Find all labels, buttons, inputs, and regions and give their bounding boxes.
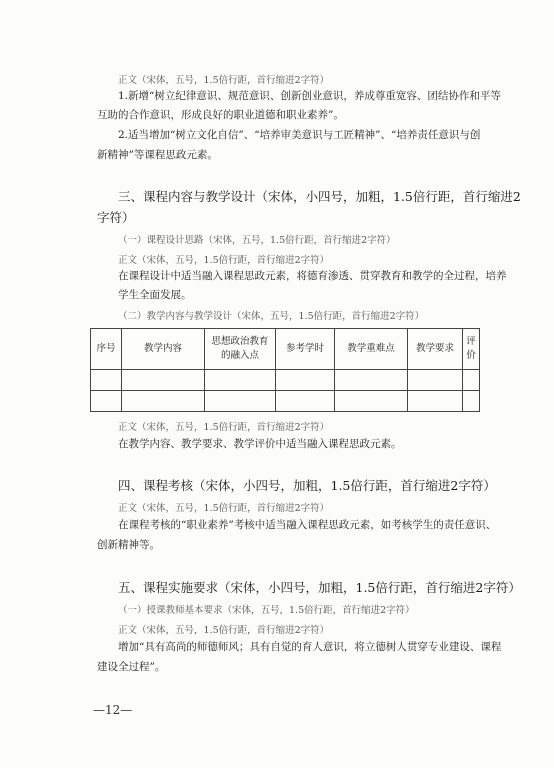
table-header-cell: 评价 — [463, 329, 480, 370]
paragraph-line: 在课程设计中适当融入课程思政元素，将德育渗透、贯穿教育和教学的全过程，培养 — [118, 270, 507, 282]
format-note: 正文（宋体，五号，1.5倍行距，首行缩进2字符） — [118, 503, 330, 514]
format-note: 正文（宋体，五号，1.5倍行距，首行缩进2字符） — [118, 255, 330, 266]
section-heading: 四、课程考核（宋体，小四号，加粗，1.5倍行距，首行缩进2字符） — [118, 478, 496, 493]
section-heading: 字符） — [97, 210, 135, 225]
table-cell — [463, 391, 480, 412]
paragraph-line: 增加“具有高尚的师德师风；具有自觉的育人意识，将立德树人贯穿专业建设、课程 — [118, 641, 502, 653]
paragraph-line: 1.新增“树立纪律意识、规范意识、创新创业意识，养成尊重宽容、团结协作和平等 — [118, 90, 501, 102]
paragraph-line: 互助的合作意识，形成良好的职业道德和职业素养”。 — [97, 109, 344, 121]
table-row — [91, 370, 480, 391]
format-note: 正文（宋体，五号，1.5倍行距，首行缩进2字符） — [118, 422, 330, 433]
table-cell — [205, 370, 276, 391]
table-header-cell: 教学重难点 — [335, 329, 408, 370]
section-heading: 五、课程实施要求（宋体，小四号，加粗，1.5倍行距，首行缩进2字符） — [118, 580, 521, 595]
table-header-cell: 参考学时 — [276, 329, 335, 370]
table-cell — [408, 391, 463, 412]
teaching-design-table — [90, 328, 480, 412]
paragraph-line: 建设全过程”。 — [97, 661, 166, 673]
table-cell — [463, 370, 480, 391]
paragraph-line: 在课程考核的“职业素养”考核中适当融入课程思政元素，如考核学生的责任意识、 — [118, 519, 497, 531]
table-cell — [335, 391, 408, 412]
table-header-cell: 思想政治教育 的融入点 — [205, 329, 276, 370]
paragraph-line: 2.适当增加“树立文化自信”、“培养审美意识与工匠精神”、“培养责任意识与创 — [118, 129, 481, 141]
table-row — [91, 391, 480, 412]
table-cell — [122, 391, 205, 412]
format-note: 正文（宋体，五号，1.5倍行距，首行缩进2字符） — [118, 75, 330, 86]
table-cell — [408, 370, 463, 391]
subsection-heading: （一）授课教师基本要求（宋体，五号，1.5倍行距，首行缩进2字符） — [118, 605, 415, 616]
table-cell — [91, 370, 122, 391]
paragraph-line: 学生全面发展。 — [118, 289, 192, 301]
table-cell — [335, 370, 408, 391]
section-heading: 三、课程内容与教学设计（宋体，小四号，加粗，1.5倍行距，首行缩进2 — [118, 189, 521, 204]
table-header-cell: 教学要求 — [408, 329, 463, 370]
table-cell — [122, 370, 205, 391]
table-cell — [91, 391, 122, 412]
subsection-heading: （一）课程设计思路（宋体，五号，1.5倍行距，首行缩进2字符） — [118, 235, 396, 246]
table-cell — [276, 370, 335, 391]
table-cell — [205, 391, 276, 412]
table-header-row — [91, 329, 480, 370]
paragraph-line: 新精神”等课程思政元素。 — [97, 149, 218, 161]
table-cell — [276, 391, 335, 412]
paragraph-line: 创新精神等。 — [97, 539, 160, 551]
paragraph-line: 在教学内容、教学要求、教学评价中适当融入课程思政元素。 — [118, 438, 402, 450]
table-header-cell: 序号 — [91, 329, 122, 370]
subsection-heading: （二）教学内容与教学设计（宋体，五号，1.5倍行距，首行缩进2字符） — [118, 311, 425, 322]
page-number: —12— — [93, 703, 133, 717]
table-header-cell: 教学内容 — [122, 329, 205, 370]
format-note: 正文（宋体，五号，1.5倍行距，首行缩进2字符） — [118, 625, 330, 636]
